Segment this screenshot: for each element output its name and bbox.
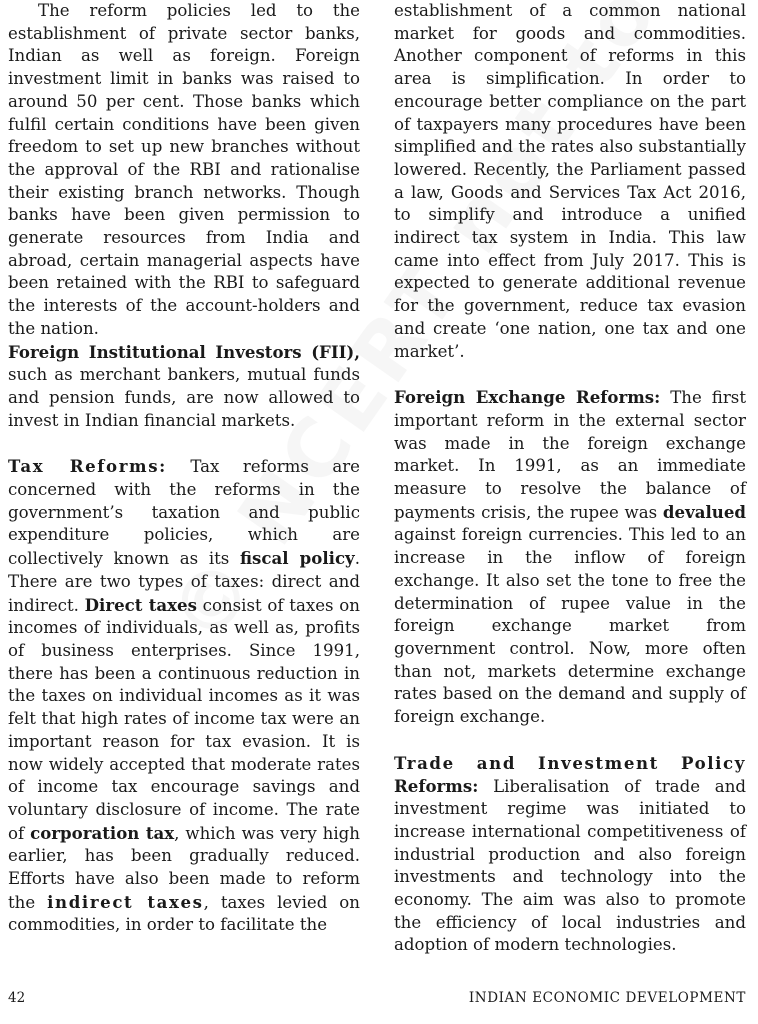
page-number: 42 — [8, 990, 26, 1006]
tax-reforms-heading: Tax Reforms: — [8, 456, 167, 477]
tax-text-1: Tax reforms are concerned with the reforms in the government’s taxation and public expenditure policies, which are collectively known as its — [8, 457, 360, 569]
fii-term: Foreign Institutional Investors (FII), — [8, 341, 360, 362]
trade-heading-cont: Reforms: — [394, 775, 479, 796]
trade-paragraph — [394, 775, 746, 958]
direct-taxes-term: Direct taxes — [84, 594, 197, 615]
banking-paragraph: The reform policies led to the establishment of private sector banks, Indian as well as foreign. Foreign investment limit in banks was raised to around 50 per cent. Those banks which fulfil certain conditions have been given freedom to set up new branches without the approval of the RBI and rationalise their existing branch networks. Though banks have been given permission to generate resources from India and abroad, certain managerial aspects have been retained with the RBI to safeguard the interests of the account-holders and the nation. — [8, 1, 360, 338]
book-title: INDIAN ECONOMIC DEVELOPMENT — [468, 990, 746, 1006]
gst-paragraph: establishment of a common national market for goods and commodities. Another component of reforms in this area is simplification. In order to encourage better compliance on the part of taxpayers many procedures have been simplified and the rates also substantially lowered. Recently, the Parliament passed a law, Goods and Services Tax Act 2016, to simplify and introduce a unified indirect tax system in India. This law came into effect from July 2017. This is expected to generate additional revenue for the government, reduce tax evasion and create ‘one nation, one tax and one market’. — [394, 1, 746, 361]
tax-text-5: , taxes levied on commodities, in order to facilitate the — [8, 892, 360, 935]
indirect-taxes-term: indirect taxes — [47, 891, 204, 912]
right-column — [394, 0, 746, 957]
tax-text-3: consist of taxes on incomes of individuals, as well as, profits of business enterprises. Since 1991, there has been a continuous reduction in the taxes on individual incomes as it was felt that high rates of income tax were an important reason for tax evasion. It is now widely accepted that moderate rates of income tax encourage savings and voluntary disclosure of income. The rate of — [8, 595, 360, 843]
fii-paragraph — [8, 341, 360, 433]
trade-text: Liberalisation of trade and investment regime was initiated to increase international competitiveness of industrial production and also foreign investments and technology into the economy. The aim was also to promote the efficiency of local industries and adoption of modern technologies. — [394, 776, 746, 955]
left-column — [8, 0, 360, 937]
forex-paragraph — [394, 386, 746, 729]
tax-reforms-paragraph — [8, 455, 360, 937]
forex-heading: Foreign Exchange Reforms: — [394, 387, 661, 408]
forex-text-2: against foreign currencies. This led to an increase in the inflow of foreign exchange. It also set the tone to free the determination of rupee value in the foreign exchange market from government control. Now, more often than not, markets determine exchange rates based on the demand and supply of foreign exchange. — [394, 525, 746, 727]
fii-text: such as merchant bankers, mutual funds and pension funds, are now allowed to invest in Indian financial markets. — [8, 365, 360, 430]
tax-text-4: , which was very high earlier, has been gradually reduced. Efforts have also been made to reform the — [8, 823, 360, 912]
page-footer — [8, 990, 746, 1010]
fiscal-policy-term: fiscal policy — [239, 548, 355, 569]
forex-text-1: The first important reform in the external sector was made in the foreign exchange market. In 1991, as an immediate measure to resolve the balance of payments crisis, the rupee was — [394, 388, 746, 522]
trade-heading-line: Trade and Investment Policy — [394, 752, 746, 773]
tax-text-2: . There are two types of taxes: direct and indirect. — [8, 549, 360, 615]
corporation-tax-term: corporation tax — [30, 822, 175, 843]
devalued-term: devalued — [662, 501, 746, 522]
